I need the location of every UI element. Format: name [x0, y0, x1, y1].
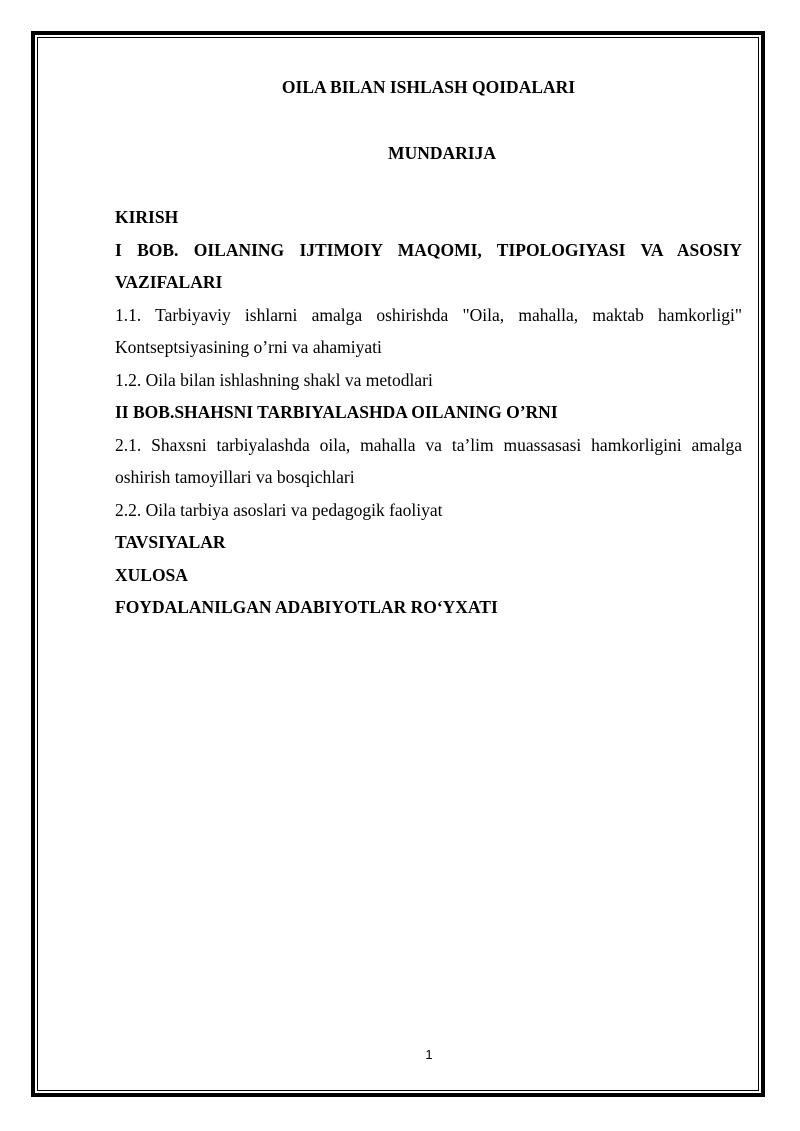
toc-entry-text: 2.1. Shaxsni tarbiyalashda oila, mahalla va ta’lim muassasasi hamkorligini amalga: [115, 434, 742, 455]
toc-entry-section-1-1: [115, 299, 742, 364]
toc-entry-section-2-1: [115, 429, 742, 494]
toc-entry-kirish: [115, 201, 742, 234]
toc-heading: MUNDARIJA: [388, 143, 496, 163]
document-title: OILA BILAN ISHLASH QOIDALARI: [281, 77, 576, 97]
toc-entry-recommendations: [115, 526, 742, 559]
toc-entry-references: [115, 591, 742, 624]
toc-entry-chapter-1: [115, 234, 742, 299]
toc-entry-section-2-2: [115, 494, 742, 527]
toc-entry-text: VAZIFALARI: [115, 272, 223, 292]
table-of-contents: [115, 201, 742, 624]
toc-entry-text: Kontseptsiyasining o’rni va ahamiyati: [115, 337, 382, 357]
toc-entry-text: I BOB. OILANING IJTIMOIY MAQOMI, TIPOLOGIYASI VA ASOSIY: [115, 239, 742, 260]
toc-entry-text: 1.2. Oila bilan ishlashning shakl va metodlari: [115, 369, 433, 390]
toc-entry-text: FOYDALANILGAN ADABIYOTLAR RO‘YXATI: [115, 597, 498, 617]
toc-entry-text: II BOB.SHAHSNI TARBIYALASHDA OILANING O’RNI: [115, 402, 558, 422]
toc-entry-text: 1.1. Tarbiyaviy ishlarni amalga oshirishda "Oila, mahalla, maktab hamkorligi": [115, 304, 742, 325]
toc-entry-text: TAVSIYALAR: [115, 532, 226, 552]
toc-entry-text: XULOSA: [115, 564, 188, 585]
toc-entry-conclusion: [115, 559, 742, 592]
toc-entry-text: oshirish tamoyillari va bosqichlari: [115, 467, 355, 487]
toc-entry-section-1-2: [115, 364, 742, 397]
toc-entry-text: KIRISH: [115, 207, 179, 227]
toc-entry-text: 2.2. Oila tarbiya asoslari va pedagogik faoliyat: [115, 499, 443, 520]
toc-entry-chapter-2: [115, 396, 742, 429]
page-number: 1: [425, 1047, 433, 1062]
